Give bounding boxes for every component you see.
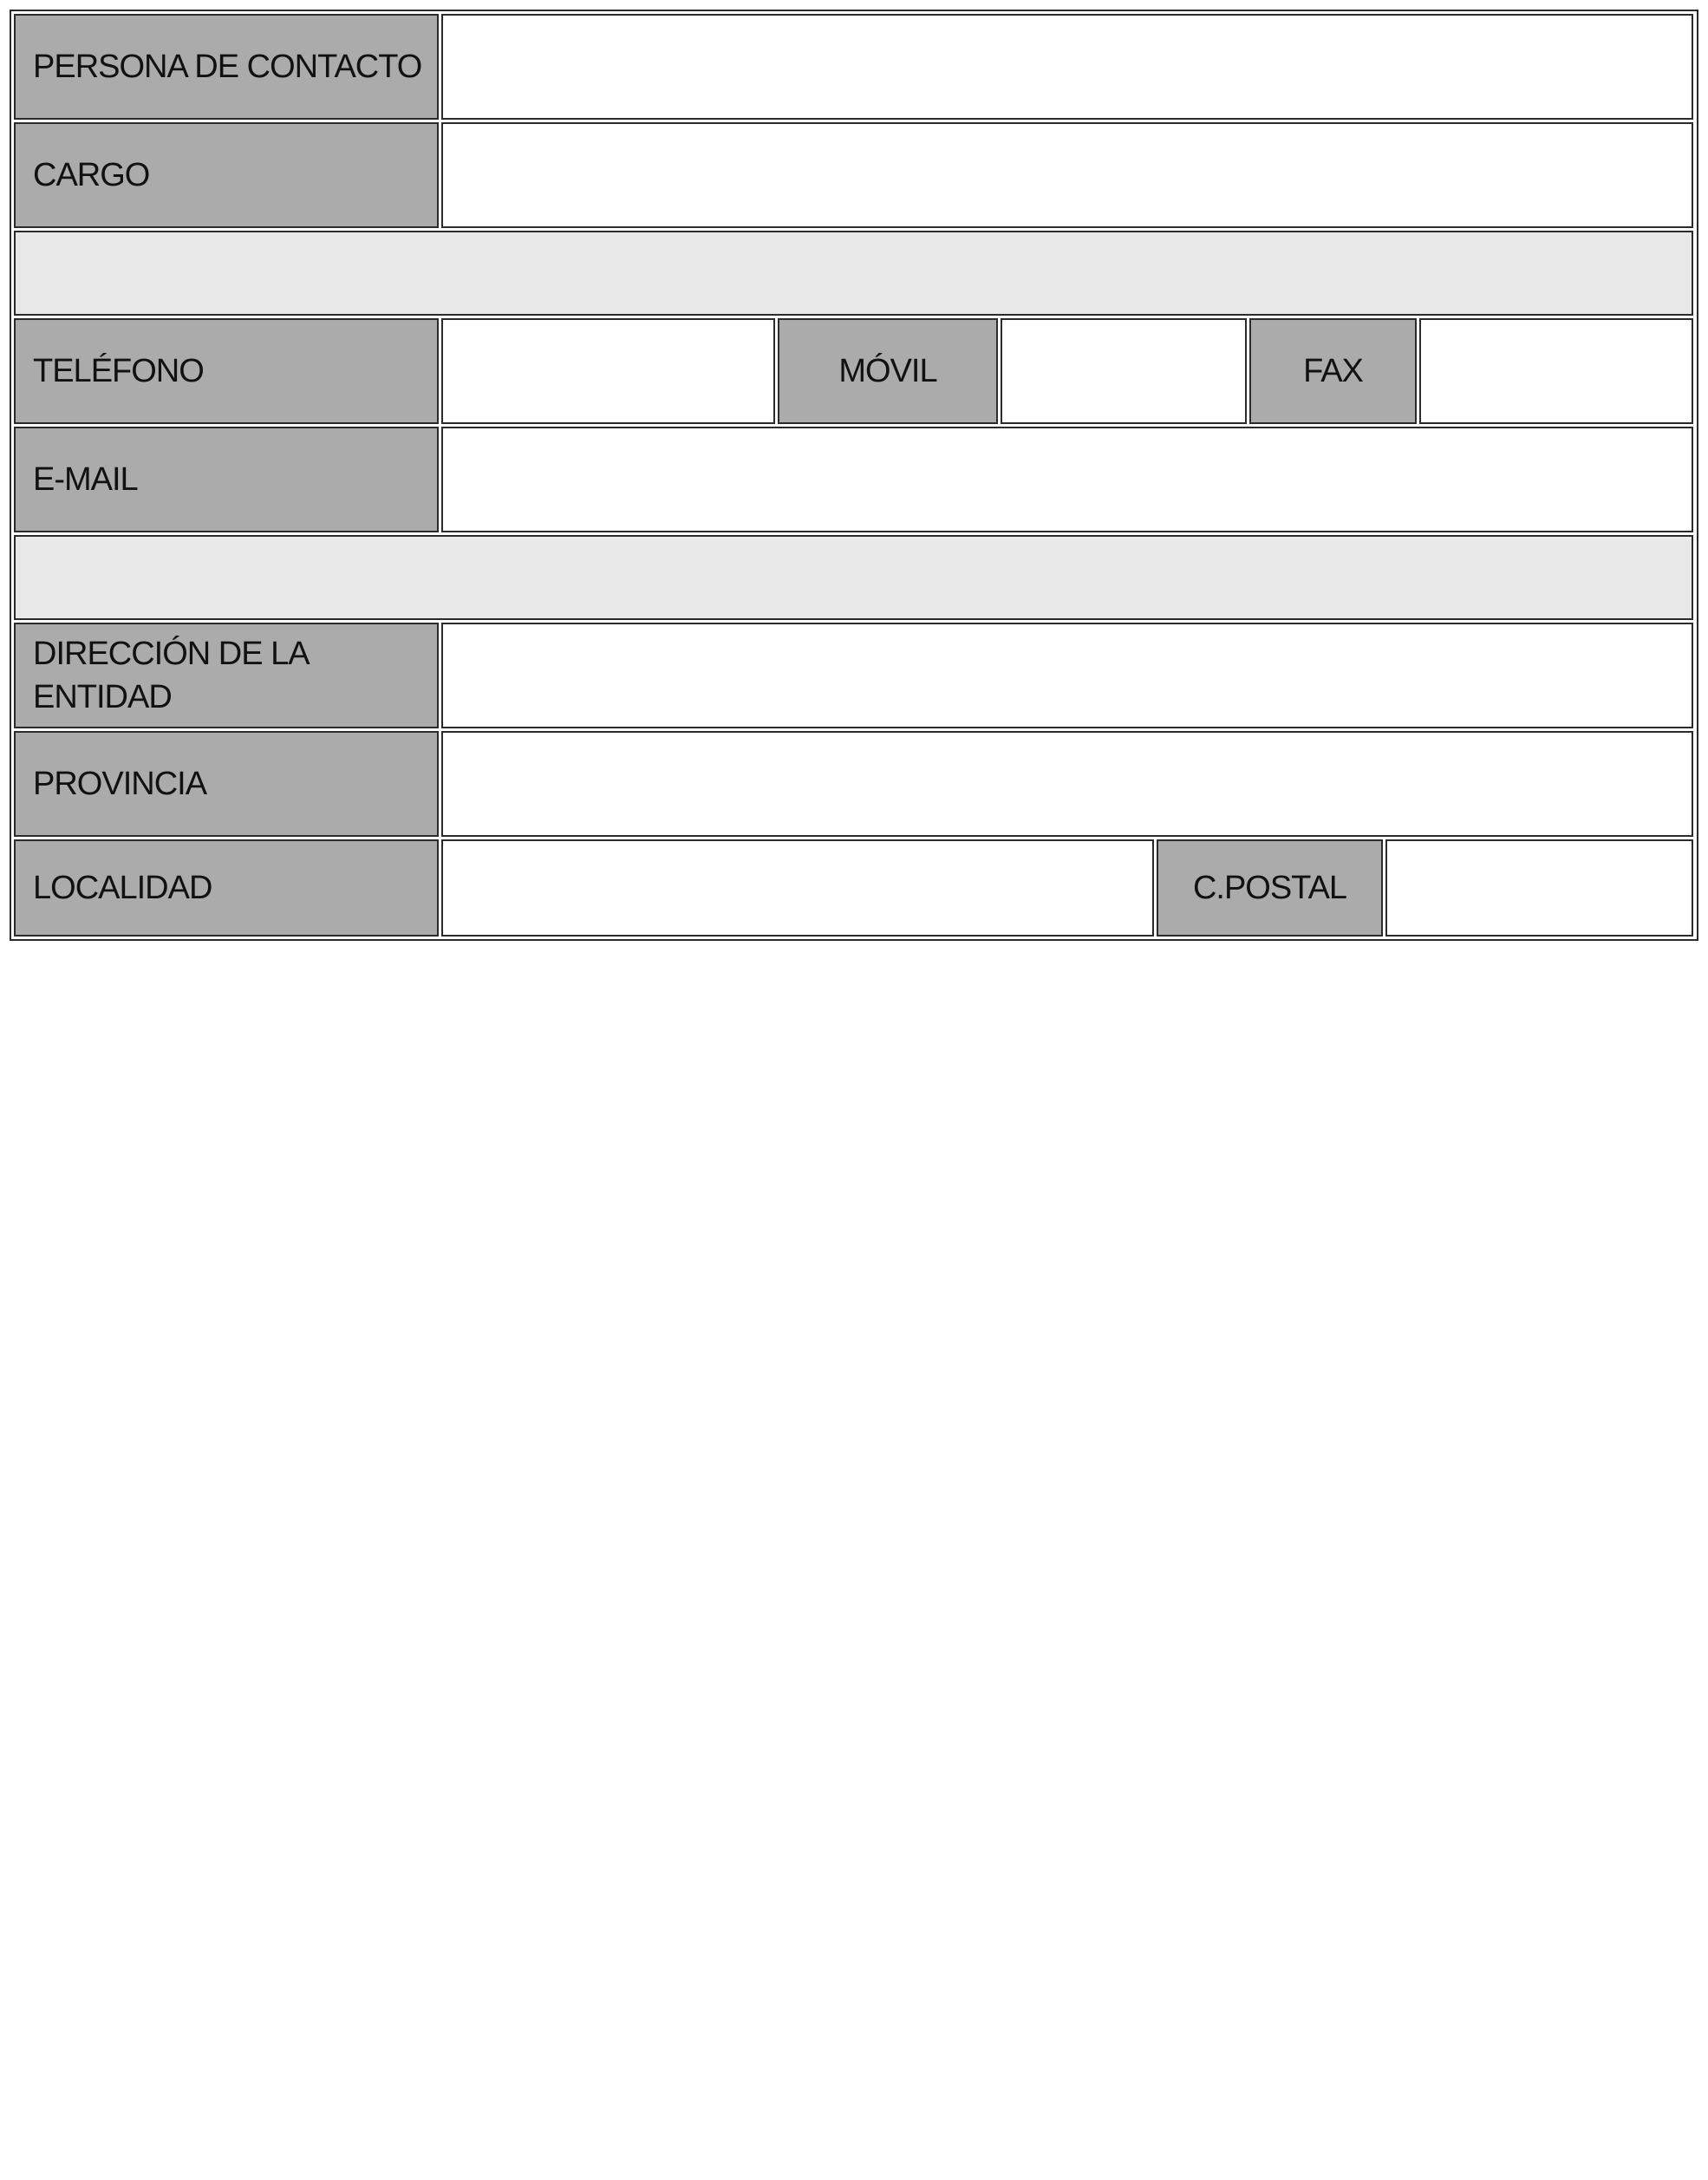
phone-field[interactable] xyxy=(441,318,775,424)
phone-label xyxy=(14,318,439,424)
contact-person-label-text: PERSONA DE CONTACTO xyxy=(33,49,422,85)
position-label xyxy=(14,122,439,228)
fax-label xyxy=(1249,318,1417,424)
email-label-text: E-MAIL xyxy=(33,461,138,498)
contact-person-label xyxy=(14,14,439,120)
province-label-text: PROVINCIA xyxy=(33,766,207,802)
mobile-field[interactable] xyxy=(1001,318,1247,424)
section-spacer-2 xyxy=(14,535,1693,620)
contact-form-table xyxy=(10,10,1698,941)
position-field[interactable] xyxy=(441,122,1693,228)
province-field[interactable] xyxy=(441,731,1693,837)
locality-label xyxy=(14,839,439,937)
phone-label-text: TELÉFONO xyxy=(33,353,204,389)
fax-field[interactable] xyxy=(1419,318,1693,424)
locality-field[interactable] xyxy=(441,839,1154,937)
address-label xyxy=(14,623,439,728)
province-label xyxy=(14,731,439,837)
postal-code-label-text: C.POSTAL xyxy=(1192,870,1347,906)
section-spacer-1 xyxy=(14,231,1693,316)
fax-label-text: FAX xyxy=(1303,353,1363,389)
locality-label-text: LOCALIDAD xyxy=(33,870,212,906)
postal-code-label xyxy=(1157,839,1383,937)
address-field[interactable] xyxy=(441,623,1693,728)
email-field[interactable] xyxy=(441,427,1693,532)
position-label-text: CARGO xyxy=(33,157,150,193)
mobile-label xyxy=(778,318,998,424)
mobile-label-text: MÓVIL xyxy=(838,353,937,389)
postal-code-field[interactable] xyxy=(1385,839,1693,937)
address-label-text: DIRECCIÓN DE LA ENTIDAD xyxy=(33,636,308,715)
contact-person-field[interactable] xyxy=(441,14,1693,120)
email-label xyxy=(14,427,439,532)
